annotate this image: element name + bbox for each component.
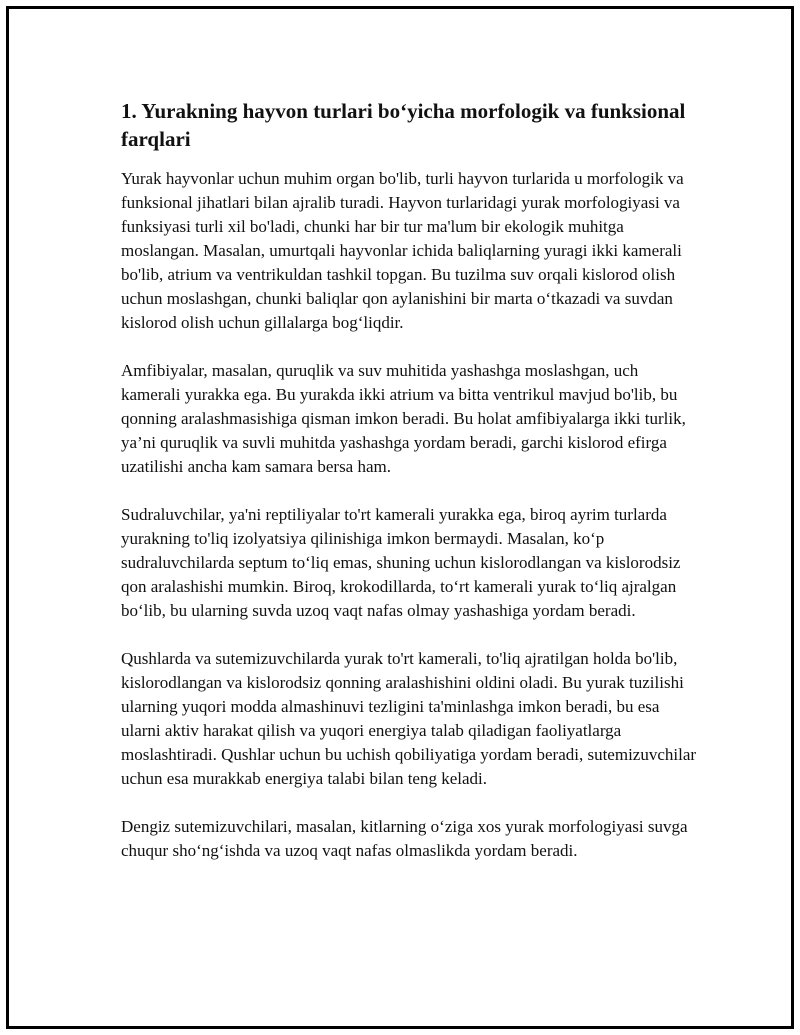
section-heading: 1. Yurakning hayvon turlari bo‘yicha morfologik va funksional farqlari bbox=[121, 99, 686, 151]
paragraph-amphibian-heart: Amfibiyalar, masalan, quruqlik va suv muhitida yashashga moslashgan, uch kamerali yurakka ega. Bu yurakda ikki atrium va bitta ventrikul mavjud bo'lib, bu qonning aralashmasishiga qisman imkon beradi. Bu holat amfibiyalarga ikki turlik, ya’ni quruqlik va suvli muhitda yashashga yordam beradi, garchi kislorod efirga uzatilishi ancha kam samara bersa ham. bbox=[121, 361, 686, 476]
paragraph-bird-mammal-heart: Qushlarda va sutemizuvchilarda yurak to'rt kamerali, to'liq ajratilgan holda bo'lib, kislorodlangan va kislorodsiz qonning aralashishini oldini oladi. Bu yurak tuzilishi ularning yuqori modda almashinuvi tezligini ta'minlashga imkon beradi, bu esa ularni aktiv harakat qilish va yuqori energiya talab qiladigan faoliyatlarga moslashtiradi. Qushlar uchun bu uchish qobiliyatiga yordam beradi, sutemizuvchilar uchun esa murakkab energiya talabi bilan teng keladi. bbox=[121, 649, 697, 788]
paragraph-reptile-heart: Sudraluvchilar, ya'ni reptiliyalar to'rt kamerali yurakka ega, biroq ayrim turlarda yurakning to'liq izolyatsiya qilinishiga imkon bermaydi. Masalan, ko‘p sudraluvchilarda septum to‘liq emas, shuning uchun kislorodlangan va kislorodsiz qon aralashishi mumkin. Biroq, krokodillarda, to‘rt kamerali yurak to‘liq ajralgan bo‘lib, bu ularning suvda uzoq vaqt nafas olmay yashashiga yordam beradi. bbox=[121, 505, 681, 620]
document-body bbox=[121, 97, 701, 863]
document-page bbox=[6, 6, 794, 1029]
paragraph-fish-heart: Yurak hayvonlar uchun muhim organ bo'lib, turli hayvon turlarida u morfologik va funksional jihatlari bilan ajralib turadi. Hayvon turlaridagi yurak morfologiyasi va funksiyasi turli xil bo'ladi, chunki har bir tur ma'lum bir ekologik muhitga moslangan. Masalan, umurtqali hayvonlar ichida baliqlarning yuragi ikki kamerali bo'lib, atrium va ventrikuldan tashkil topgan. Bu tuzilma suv orqali kislorod olish uchun moslashgan, chunki baliqlar qon aylanishini bir marta o‘tkazadi va suvdan kislorod olish uchun gillalarga bog‘liqdir. bbox=[121, 169, 684, 332]
paragraph-marine-mammal-heart: Dengiz sutemizuvchilari, masalan, kitlarning o‘ziga xos yurak morfologiyasi suvga chuqur sho‘ng‘ishda va uzoq vaqt nafas olmaslikda yordam beradi. bbox=[121, 817, 688, 860]
